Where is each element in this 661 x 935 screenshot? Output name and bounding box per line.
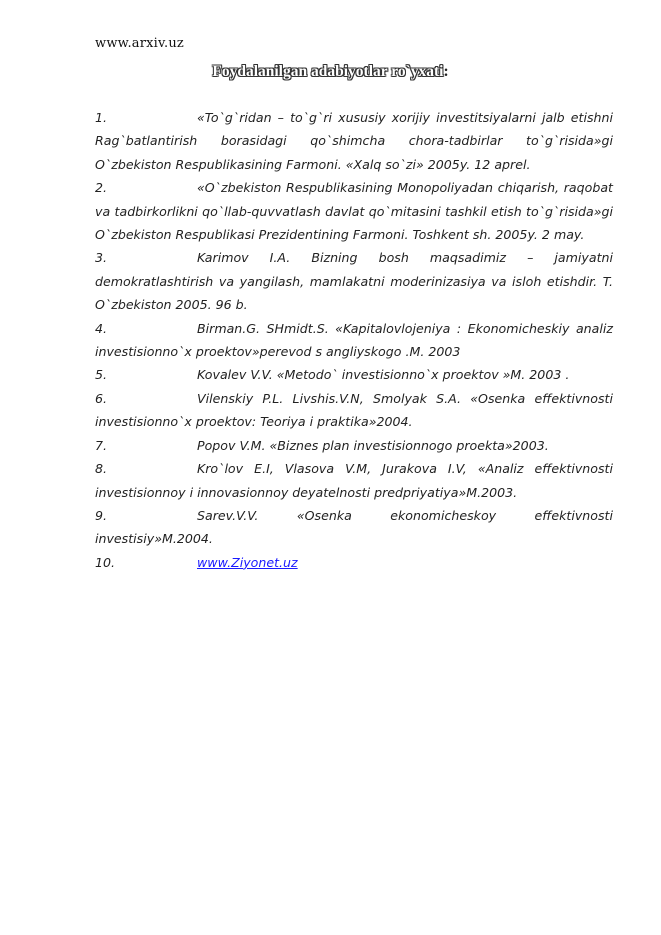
reference-item: [95, 551, 613, 574]
reference-item: [95, 363, 613, 386]
reference-number: 8.: [95, 461, 108, 477]
ziyonet-link[interactable]: www.Ziyonet.uz: [197, 554, 298, 570]
reference-text: Vilenskiy P.L. Livshis.V.N, Smolyak S.A. «Osenka effektivnosti investisionno`x proektov: Teoriya i praktika»2004.: [95, 390, 613, 430]
reference-number: 7.: [95, 437, 108, 453]
reference-number: 4.: [95, 320, 108, 336]
reference-number: 6.: [95, 390, 108, 406]
reference-number: 9.: [95, 507, 108, 523]
reference-item: [95, 504, 613, 551]
reference-number: 2.: [95, 180, 108, 196]
reference-item: [95, 434, 613, 457]
reference-text: Sarev.V.V. «Osenka ekonomicheskoy effektivnosti investisiy»M.2004.: [95, 507, 613, 547]
reference-text: Birman.G. SHmidt.S. «Kapitalovlojeniya : Ekonomicheskiy analiz investisionno`x proektov»perevod s angliyskogo .M. 2003: [95, 320, 613, 360]
reference-list: [95, 106, 613, 574]
reference-item: [95, 106, 613, 176]
site-header: www.arxiv.uz: [95, 36, 184, 51]
reference-number: 5.: [95, 367, 108, 383]
reference-item: [95, 246, 613, 316]
reference-text: Kro`lov E.I, Vlasova V.M, Jurakova I.V, «Analiz effektivnosti investisionnoy i innovasionnoy deyatelnosti predpriyatiya»M.2003.: [95, 461, 613, 500]
reference-text: «To`g`ridan – to`g`ri xususiy xorijiy investitsiyalarni jalb etishni Rag`batlantirish borasidagi qo`shimcha chora-tadbirlar to`g`risida»gi O`zbekiston Respublikasining Farmoni. «Xalq so`zi» 2005y. 12 aprel.: [95, 110, 613, 172]
reference-number: 1.: [95, 110, 108, 125]
reference-number: 10.: [95, 554, 116, 570]
page-title-text: Foydalanilgan adabiyotlar ro`yxati: [212, 63, 444, 80]
reference-item: [95, 176, 613, 246]
page-title: [0, 63, 661, 81]
page-title-colon: :: [443, 63, 449, 80]
reference-number: 3.: [95, 250, 108, 266]
reference-text: «O`zbekiston Respublikasining Monopoliyadan chiqarish, raqobat va tadbirkorlikni qo`llab-quvvatlash davlat qo`mitasini tashkil etish to`g`risida»gi O`zbekiston Respublikasi Prezidentining Farmoni. Toshkent sh. 2005y. 2 may.: [95, 180, 613, 243]
reference-item: [95, 457, 613, 504]
reference-text: Karimov I.A. Bizning bosh maqsadimiz – jamiyatni demokratlashtirish va yangilash, mamlakatni moderinizasiya va isloh etishdir. T. O`zbekiston 2005. 96 b.: [95, 250, 613, 313]
reference-text: Kovalev V.V. «Metodo` investisionno`x proektov »M. 2003 .: [197, 367, 570, 383]
reference-item: [95, 387, 613, 434]
reference-text: Popov V.M. «Biznes plan investisionnogo proekta»2003.: [197, 437, 549, 453]
reference-item: [95, 317, 613, 364]
